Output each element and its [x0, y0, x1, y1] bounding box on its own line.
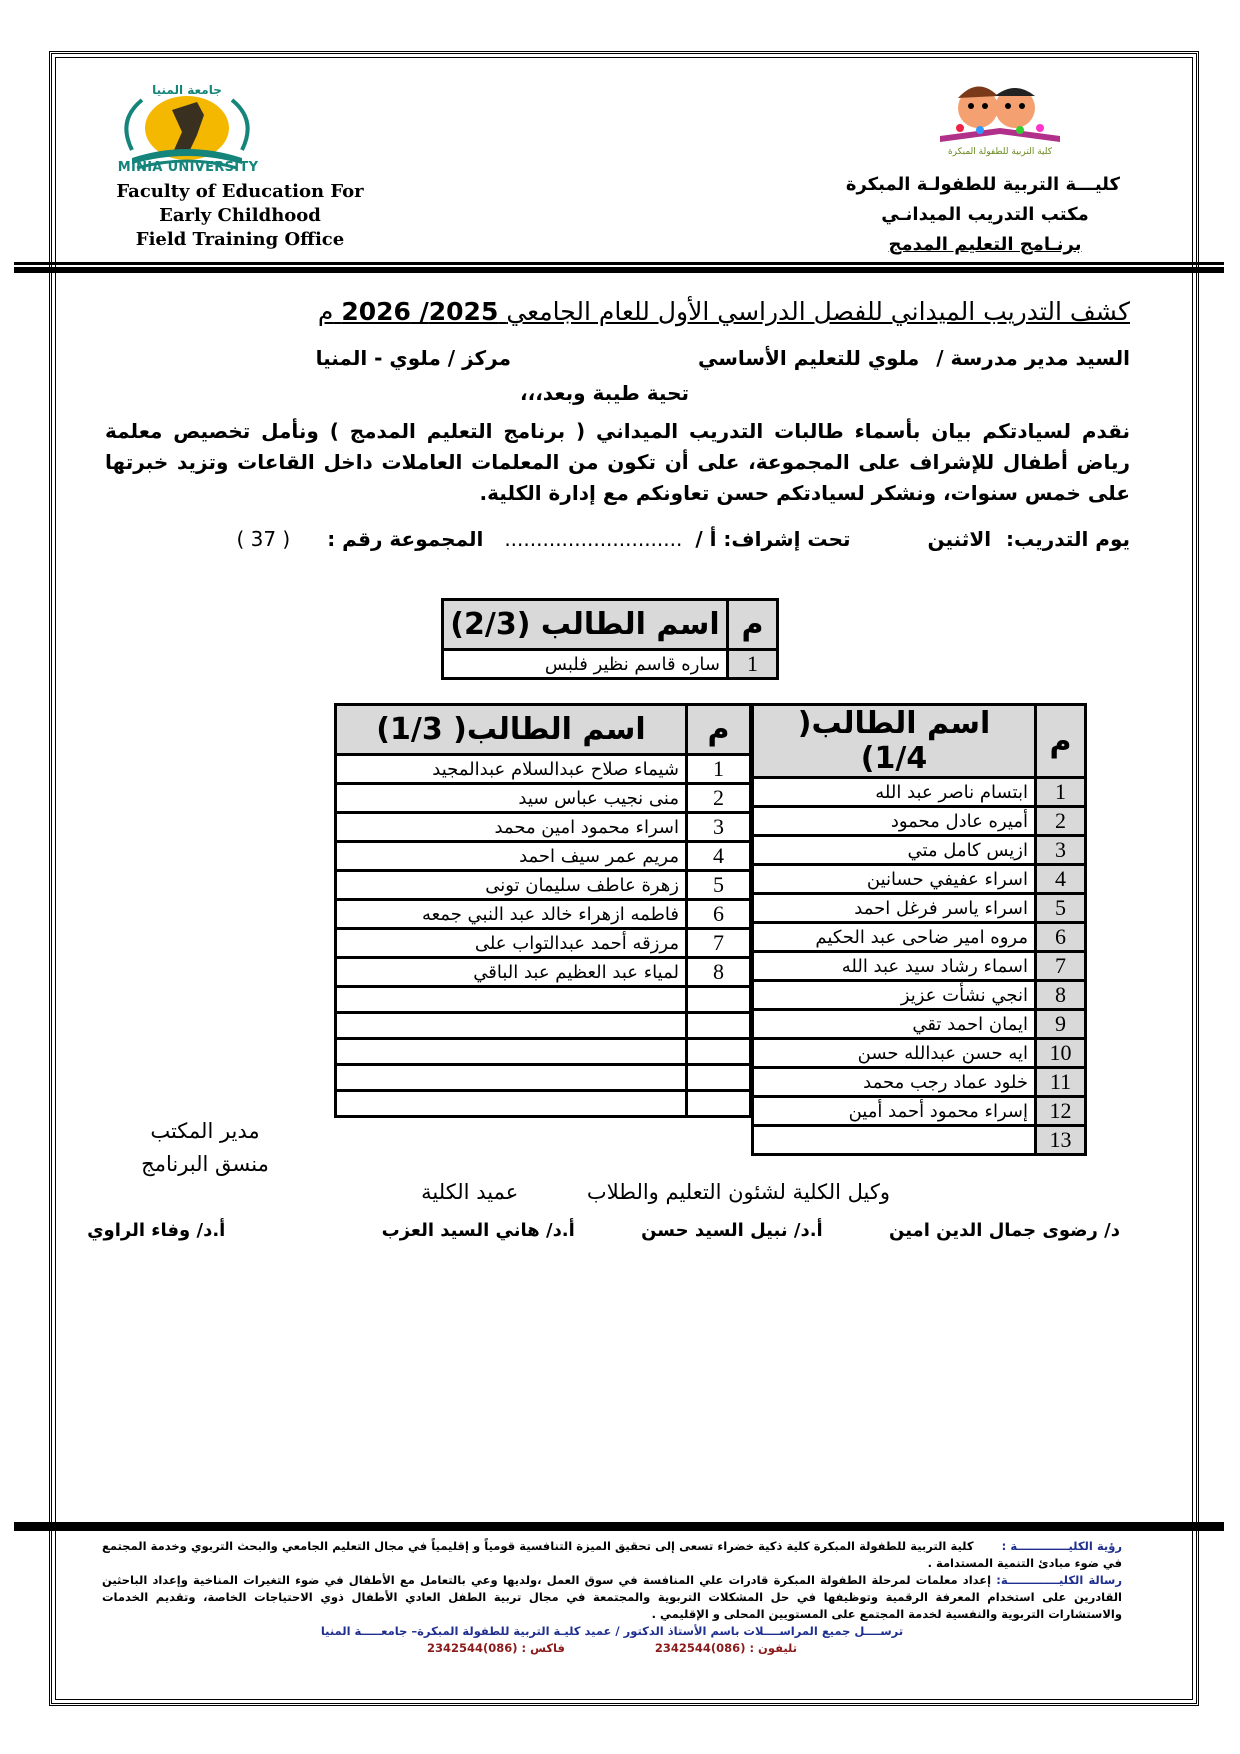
student-name — [336, 987, 687, 1013]
row-number: 11 — [1036, 1068, 1086, 1097]
student-name: خلود عماد رجب محمد — [753, 1068, 1036, 1097]
row-number: 1 — [728, 650, 778, 679]
arabic-header-faculty: كليـــة التربية للطفولـة المبكرة — [845, 174, 1120, 195]
num-header: م — [1036, 705, 1086, 778]
table-row — [753, 1010, 1086, 1039]
arabic-header-program: برنـامج التعليم المدمج — [888, 234, 1082, 255]
mission-label: رسالة الكليـــــــــــــة: — [996, 1573, 1122, 1587]
addressee-prefix: السيد مدير مدرسة / — [936, 346, 1130, 370]
row-number — [687, 1013, 751, 1039]
student-name: ساره قاسم نظير فلبس — [443, 650, 728, 679]
contact-numbers — [102, 1640, 1122, 1657]
signatory-name: أ.د/ نبيل السيد حسن — [641, 1220, 823, 1241]
student-name — [753, 1126, 1036, 1155]
students-table-level-2-3 — [441, 598, 779, 680]
student-name: زهرة عاطف سليمان تونى — [336, 871, 687, 900]
row-number — [687, 1065, 751, 1091]
table-row — [443, 650, 778, 679]
table-row — [336, 871, 751, 900]
signatory-name: د/ رضوى جمال الدين امين — [889, 1220, 1120, 1241]
training-day-label: يوم التدريب: — [1006, 527, 1130, 551]
num-header: م — [728, 600, 778, 650]
student-name: مرزقه أحمد عبدالتواب على — [336, 929, 687, 958]
addressee-line — [210, 346, 1130, 370]
body-paragraph: نقدم لسيادتكم بيان بأسماء طالبات التدريب الميداني ( برنامج التعليم المدمج ) ونأمل تخصيص معلمة رياض أطفال للإشراف على المجموعة، على أن تكون من المعلمات العاملات داخل القاعات وتزيد خبرتها على خمس سنوات، ونشكر لسيادتكم حسن تعاونكم مع إدارة الكلية. — [105, 419, 1130, 505]
group-label: المجموعة رقم : — [327, 527, 484, 551]
table-row — [336, 929, 751, 958]
signature-titles — [330, 1180, 890, 1204]
english-header-line: Faculty of Education For — [116, 181, 364, 202]
name-header: اسم الطالب( 1/4) — [753, 705, 1036, 778]
dean-title: عميد الكلية — [421, 1180, 519, 1204]
row-number: 9 — [1036, 1010, 1086, 1039]
english-header — [110, 180, 370, 252]
greeting: تحية طيبة وبعد،،، — [520, 381, 690, 405]
footer-divider — [14, 1522, 1224, 1531]
student-name: انجي نشأت عزيز — [753, 981, 1036, 1010]
vision-block — [102, 1538, 1122, 1572]
row-number: 1 — [687, 755, 751, 784]
table-row — [336, 1039, 751, 1065]
row-number: 3 — [687, 813, 751, 842]
student-name: شيماء صلاح عبدالسلام عبدالمجيد — [336, 755, 687, 784]
training-info — [105, 527, 1130, 551]
signatory-name: أ.د/ وفاء الراوي — [87, 1220, 226, 1241]
table-row — [336, 987, 751, 1013]
student-name: اسراء محمود امين محمد — [336, 813, 687, 842]
row-number: 13 — [1036, 1126, 1086, 1155]
office-manager-title: مدير المكتب — [150, 1119, 260, 1143]
office-signature-block — [120, 1115, 290, 1181]
phone-number: تليفون : (086)2342544 — [654, 1641, 798, 1655]
table-row — [336, 1065, 751, 1091]
student-name — [336, 1013, 687, 1039]
student-name: ايمان احمد تقي — [753, 1010, 1036, 1039]
fax-number: فاكس : (086)2342544 — [426, 1641, 565, 1655]
num-header: م — [687, 705, 751, 755]
row-number: 5 — [687, 871, 751, 900]
signatory-name: أ.د/ هاني السيد العزب — [381, 1220, 575, 1241]
table-row — [336, 813, 751, 842]
table-row — [336, 1013, 751, 1039]
student-name: اسراء ياسر فرغل احمد — [753, 894, 1036, 923]
arabic-header — [820, 170, 1150, 260]
student-name: اسماء رشاد سيد عبد الله — [753, 952, 1036, 981]
title-year: 2025/ 2026 — [341, 297, 499, 326]
table-row — [336, 842, 751, 871]
english-header-line: Field Training Office — [135, 229, 345, 250]
table-row — [753, 952, 1086, 981]
mission-block — [102, 1572, 1122, 1623]
row-number: 2 — [1036, 807, 1086, 836]
row-number: 6 — [1036, 923, 1086, 952]
supervisor-label: تحت إشراف: أ / — [695, 527, 851, 551]
program-coordinator-title: منسق البرنامج — [141, 1152, 269, 1176]
addressee-school: ملوي للتعليم الأساسي — [697, 346, 920, 370]
table-row — [336, 784, 751, 813]
table-row — [753, 807, 1086, 836]
row-number: 2 — [687, 784, 751, 813]
table-row — [753, 865, 1086, 894]
title-text: كشف التدريب الميداني للفصل الدراسي الأول للعام الجامعي — [506, 297, 1130, 326]
row-number: 4 — [1036, 865, 1086, 894]
student-name: اسراء عفيفي حسانين — [753, 865, 1036, 894]
footer — [102, 1538, 1122, 1657]
title-suffix: م — [317, 297, 334, 326]
header-divider-thin — [14, 262, 1224, 265]
student-name: ابتسام ناصر عبد الله — [753, 778, 1036, 807]
table-row — [753, 1097, 1086, 1126]
table-row — [753, 778, 1086, 807]
student-name: منى نجيب عباس سيد — [336, 784, 687, 813]
correspondence-note: ترســــل جميع المراســــلات باسم الأستاذ الدكتور / عميد كليـة التربية للطفولة المبكرة– جامعـــــة المنيا — [320, 1624, 904, 1638]
signature-names — [87, 1220, 1120, 1241]
row-number: 7 — [687, 929, 751, 958]
english-header-line: Early Childhood — [159, 205, 321, 226]
table-row — [336, 1091, 751, 1117]
logo-caption: كلية التربية للطفولة المبكرة — [947, 147, 1053, 157]
faculty-early-childhood-logo — [920, 68, 1080, 158]
student-name: أميره عادل محمود — [753, 807, 1036, 836]
table-row — [753, 1068, 1086, 1097]
table-row — [753, 1039, 1086, 1068]
name-header: اسم الطالب (2/3) — [443, 600, 728, 650]
row-number: 8 — [1036, 981, 1086, 1010]
row-number: 5 — [1036, 894, 1086, 923]
vision-text: كلية التربية للطفولة المبكرة كلية ذكية خضراء تسعى إلى تحقيق الميزة التنافسية قومياً و إقليمياً في مجال التعليم الجامعي والبحث التربوي وخدمة المجتمع في ضوء مبادئ التنمية المستدامة . — [102, 1539, 1122, 1570]
student-name: ازيس كامل متي — [753, 836, 1036, 865]
document-title — [318, 297, 1130, 326]
training-day: الاثنين — [927, 527, 992, 551]
row-number: 8 — [687, 958, 751, 987]
row-number: 7 — [1036, 952, 1086, 981]
table-row — [753, 836, 1086, 865]
table-row — [753, 1126, 1086, 1155]
mission-text: إعداد معلمات لمرحلة الطفولة المبكرة قادرات علي المنافسة في سوق العمل ،ولديها وعي بالتعامل مع الأطفال في ضوء التغيرات المناخية وإعداد الباحثين القادرين على استخدام المعرفة الرقمية وتوظيفها في حل المشكلات التربوية والمجتمعة في مجال تربية الطفل العادي الأطفال ذوي الاحتياجات الخاصة، وتقديم الخدمات والاستشارات التربوية والنفسية لخدمة المجتمع على المستويين المحلى و الإقليمي . — [102, 1573, 1122, 1621]
row-number: 6 — [687, 900, 751, 929]
table-row — [336, 958, 751, 987]
row-number: 4 — [687, 842, 751, 871]
supervisor-blank: ............................ — [504, 527, 683, 551]
row-number: 1 — [1036, 778, 1086, 807]
student-name: لمياء عبد العظيم عبد الباقي — [336, 958, 687, 987]
student-name — [336, 1091, 687, 1117]
row-number — [687, 1039, 751, 1065]
student-name — [336, 1039, 687, 1065]
addressee-center: مركز / ملوي - المنيا — [315, 346, 511, 370]
row-number: 12 — [1036, 1097, 1086, 1126]
table-row — [753, 981, 1086, 1010]
row-number — [687, 1091, 751, 1117]
table-row — [753, 894, 1086, 923]
student-name: مروه امير ضاحى عبد الحكيم — [753, 923, 1036, 952]
student-name — [336, 1065, 687, 1091]
students-table-level-1-3 — [334, 703, 752, 1118]
logo-arabic-text: جامعة المنيا — [152, 83, 222, 97]
table-row — [336, 755, 751, 784]
table-row — [336, 900, 751, 929]
row-number: 10 — [1036, 1039, 1086, 1068]
vice-dean-title: وكيل الكلية لشئون التعليم والطلاب — [586, 1180, 890, 1204]
student-name: مريم عمر سيف احمد — [336, 842, 687, 871]
vision-label: رؤية الكليـــــــــــــة : — [1001, 1539, 1123, 1553]
students-table-level-1-4 — [751, 703, 1087, 1156]
table-row — [753, 923, 1086, 952]
student-name: إسراء محمود أحمد أمين — [753, 1097, 1036, 1126]
row-number — [687, 987, 751, 1013]
row-number: 3 — [1036, 836, 1086, 865]
name-header: اسم الطالب( 1/3) — [336, 705, 687, 755]
header-divider-thick — [14, 267, 1224, 273]
arabic-header-office: مكتب التدريب الميدانـي — [881, 204, 1089, 225]
student-name: ايه حسن عبدالله حسن — [753, 1039, 1036, 1068]
minia-university-label: MINIA UNIVERSITY — [117, 160, 259, 175]
student-name: فاطمه ازهراء خالد عبد النبي جمعه — [336, 900, 687, 929]
group-number: ( 37 ) — [236, 527, 291, 551]
